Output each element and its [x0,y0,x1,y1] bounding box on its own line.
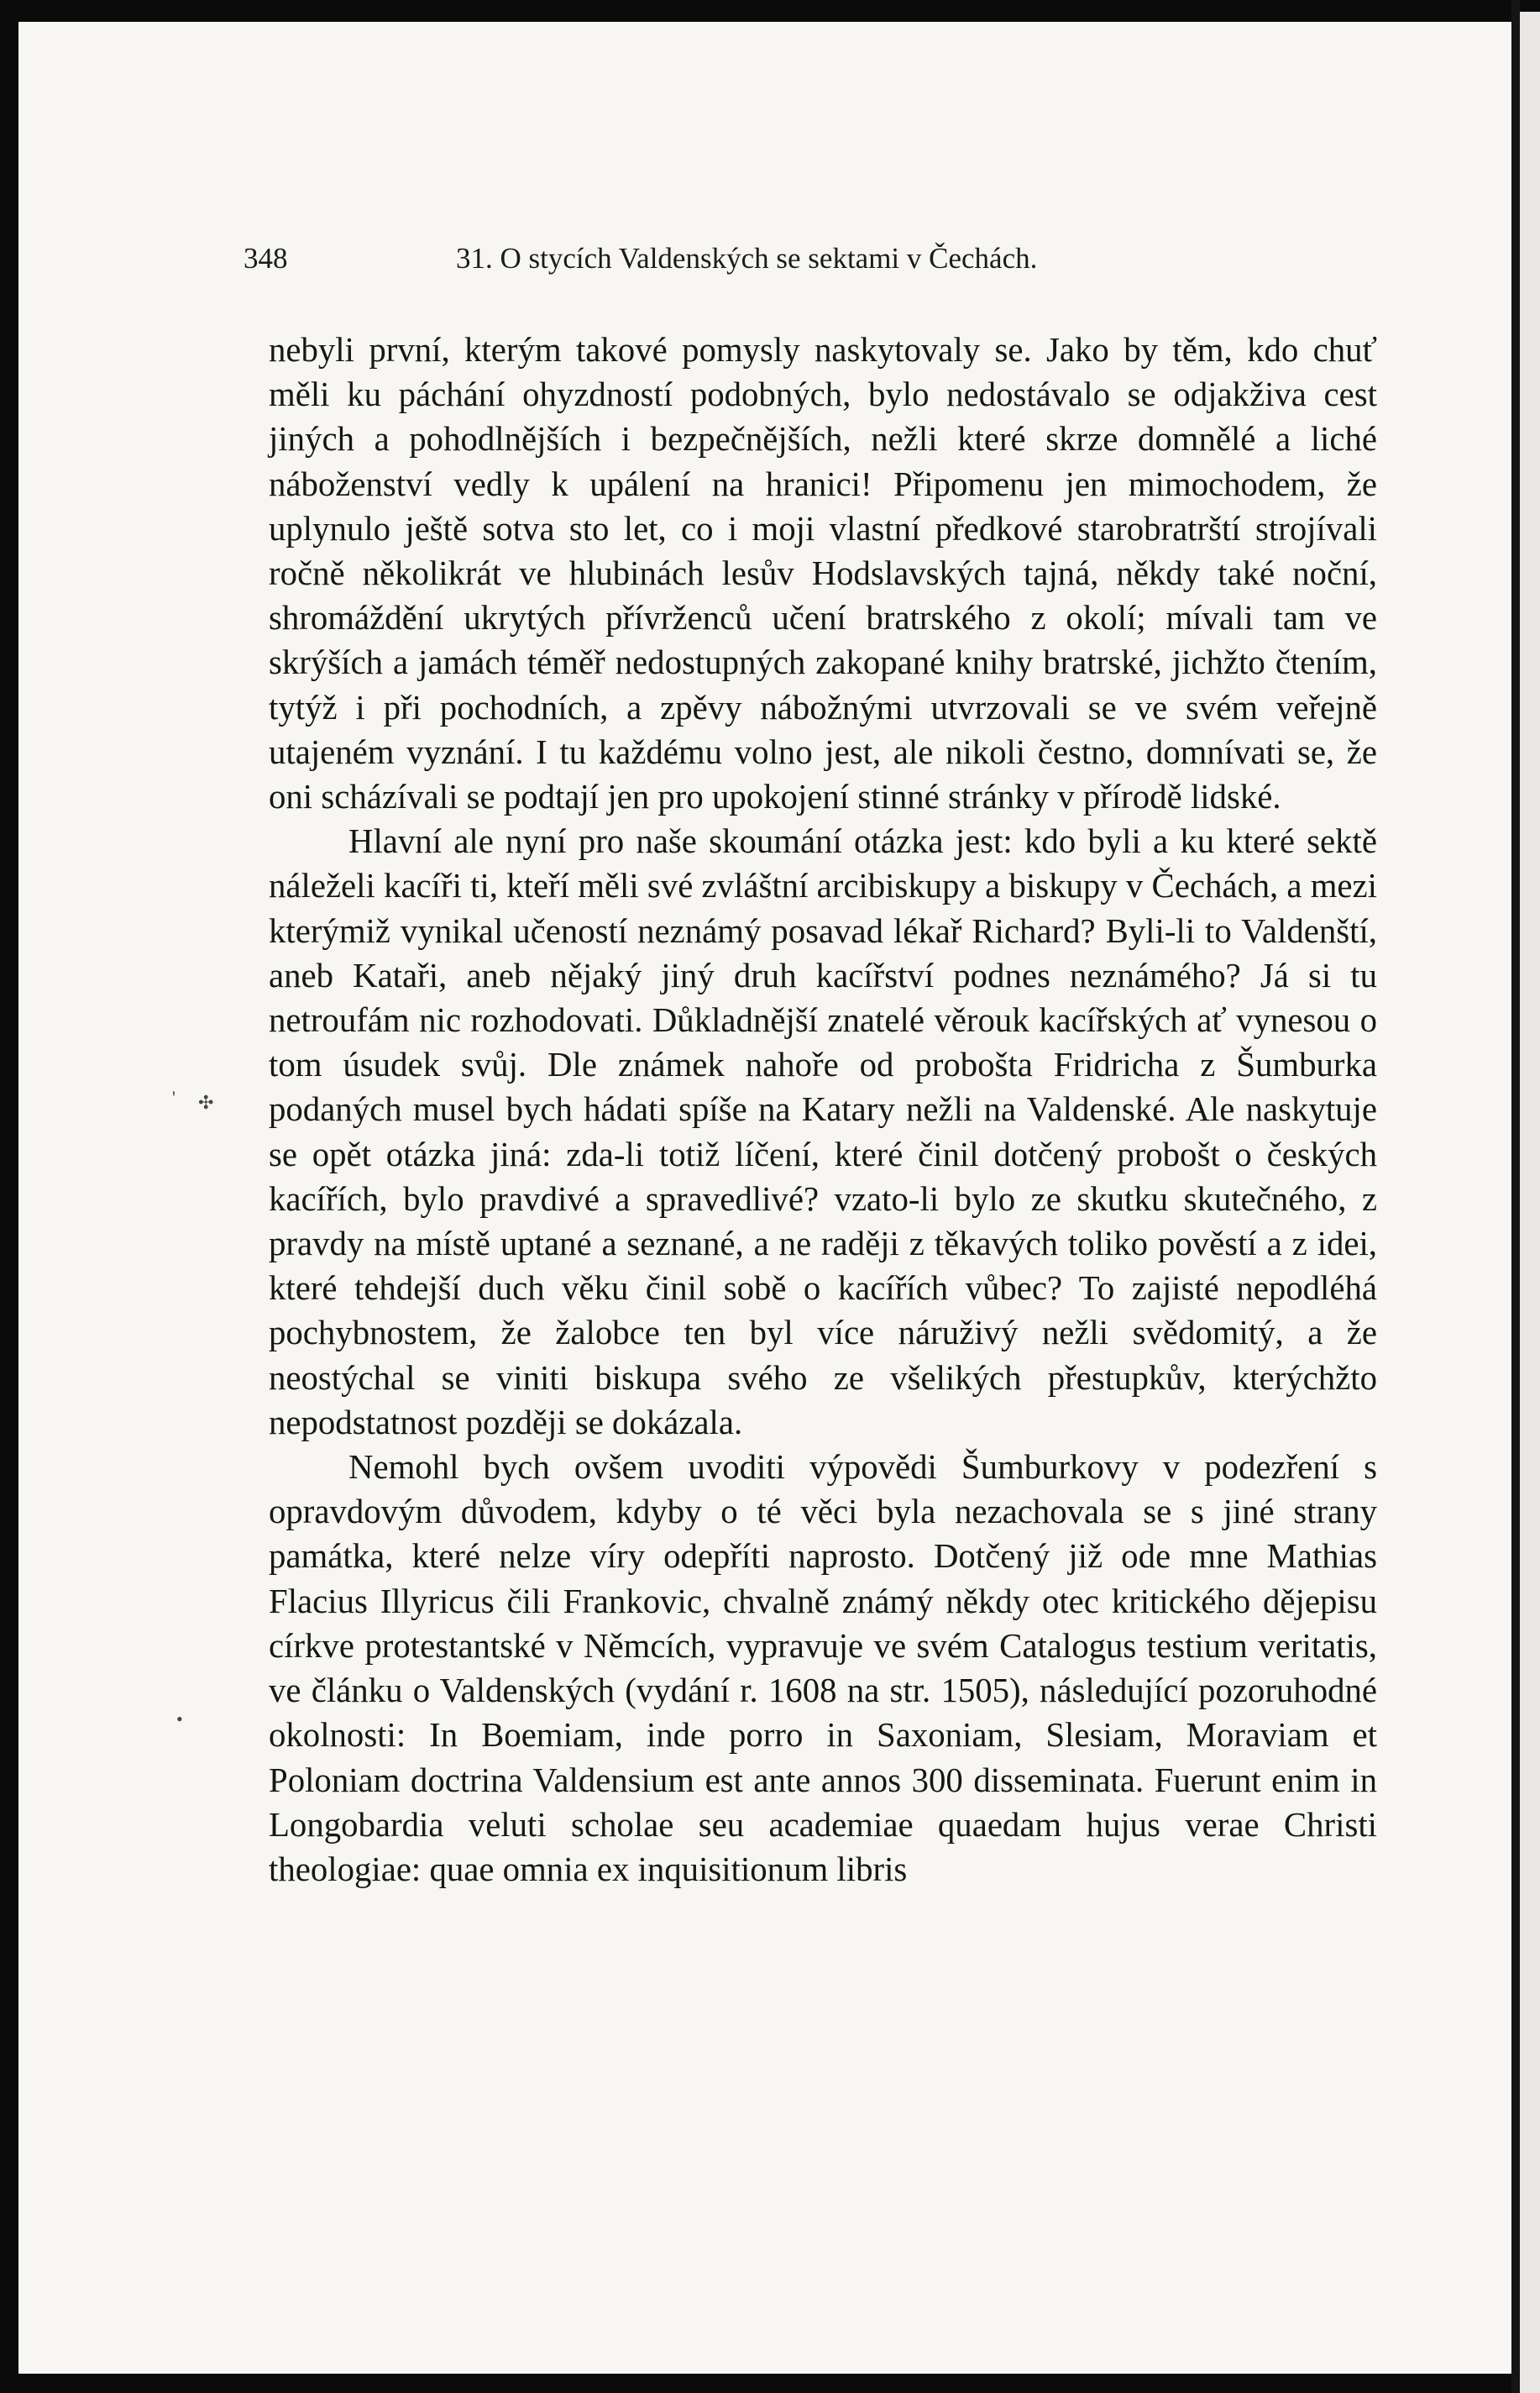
running-title: 31. O stycích Valdenských se sektami v Čechách. [456,242,1038,275]
margin-mark-ornament: ✣ [198,1092,214,1113]
paragraph-1: nebyli první, kterým takové pomysly naskytovaly se. Jako by těm, kdo chuť měli ku páchání ohyzdností podobných, bylo nedostávalo se odjakživa cest jiných a pohodlnějších i bezpečnějších, nežli které skrze domnělé a liché náboženství vedly k upálení na hranici! Připomenu jen mimochodem, že uplynulo ještě sotva sto let, co i moji vlastní předkové starobratrští strojívali ročně několikrát ve hlubinách lesův Hodslavských tajná, někdy také noční, shromáždění ukrytých přívrženců učení bratrského z okolí; mívali tam ve skrýších a jamách téměř nedostupných zakopané knihy bratrské, jichžto čtením, tytýž i při pochodních, a zpěvy nábožnými utvrzovali se ve svém veřejně utajeném vyznání. I tu každému volno jest, ale nikoli čestno, domnívati se, že oni scházívali se podtají jen pro upokojení stinné stránky v přírodě lidské. [269,331,1377,816]
paragraph-3: Nemohl bych ovšem uvoditi výpovědi Šumburkovy v podezření s opravdovým důvodem, kdyby o té věci byla nezachovala se s jiné strany památka, které nelze víry odepříti naprosto. Dotčený již ode mne Mathias Flacius Illyricus čili Frankovic, chvalně známý někdy otec kritického dějepisu církve protestantské v Němcích, vypravuje ve svém Catalogus testium veritatis, ve článku o Valdenských (vydání r. 1608 na str. 1505), následující pozoruhodné okolnosti: In Boemiam, inde porro in Saxoniam, Slesiam, Moraviam et Poloniam doctrina Valdensium est ante annos 300 disseminata. Fuerunt enim in Longobardia veluti scholae seu academiae quaedam hujus verae Christi theologiae: quae omnia ex inquisitionum libris [269,1448,1377,1888]
margin-mark-dot: • [176,1708,183,1729]
paragraph-2: Hlavní ale nyní pro naše skoumání otázka jest: kdo byli a ku které sektě náleželi kacíři ti, kteří měli své zvláštní arcibiskupy a biskupy v Čechách, a mezi kterýmiž vynikal učeností neznámý posavad lékař Richard? Byli-li to Valdenští, aneb Kataři, aneb nějaký jiný druh kacířství podnes neznámého? Já si tu netroufám nic rozhodovati. Důkladnější znatelé věrouk kacířských ať vynesou o tom úsudek svůj. Dle známek nahoře od probošta Fridricha z Šumburka podaných musel bych hádati spíše na Katary nežli na Valdenské. Ale naskytuje se opět otázka jiná: zda-li totiž líčení, které činil dotčený probošt o českých kacířích, bylo pravdivé a spravedlivé? vzato-li bylo ze skutku skutečného, z pravdy na místě uptané a seznané, a ne raději z těkavých toliko pověstí a z idei, které tehdejší duch věku činil sobě o kacířích vůbec? To zajisté nepodléhá pochybnostem, že žalobce ten byl více náruživý nežli svědomitý, a že neostýchal se viniti biskupa svého ze všelikých přestupkův, kterýchžto nepodstatnost později se dokázala. [269,822,1377,1441]
adjacent-page-strip [1520,12,1540,2393]
page-number: 348 [244,242,288,275]
body-text [269,328,1377,1892]
margin-mark-apostrophe: ' [172,1087,175,1108]
page-edge-shadow [1511,0,1520,2393]
page-header [244,242,1184,282]
